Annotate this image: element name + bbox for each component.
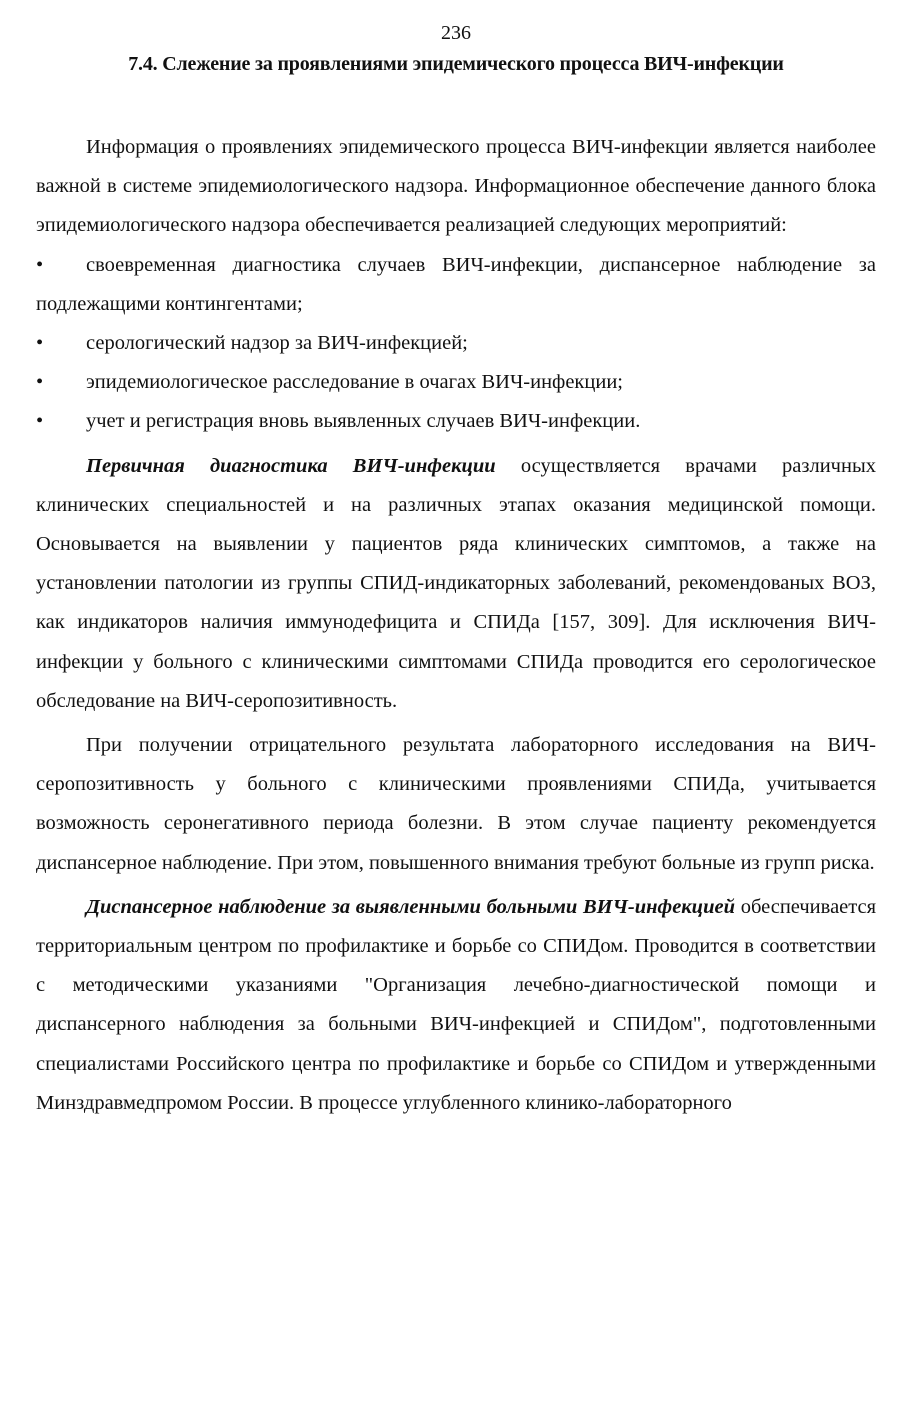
measures-list (36, 246, 876, 442)
paragraph-lead-term: Диспансерное наблюдение за выявленными больными ВИЧ-инфекцией (86, 895, 735, 918)
paragraph-primary-diagnostics (36, 447, 876, 721)
paragraph-negative-result: При получении отрицательного результата лабораторного исследования на ВИЧ-серопозитивность у больного с клиническими проявлениями СПИДа, учитывается возможность серонегативного периода болезни. В этом случае пациенту рекомендуется диспансерное наблюдение. При этом, повышенного внимания требуют больные из групп риска. (36, 734, 876, 874)
paragraph-text: осуществляется врачами различных клинических специальностей и на различных этапах оказания медицинской помощи. Основывается на выявлении у пациентов ряда клинических симптомов, а также на установлении патологии из группы СПИД-индикаторных заболеваний, рекомендованых ВОЗ, как индикаторов наличия иммунодефицита и СПИДа [157, 309]. Для исключения ВИЧ-инфекции у больного с клиническими симптомами СПИДа проводится его серологическое обследование на ВИЧ-серопозитивность. (36, 454, 876, 712)
list-item (36, 402, 876, 441)
bullet-symbol: • (36, 371, 44, 394)
bullet-symbol: • (36, 410, 44, 433)
list-item-text: своевременная диагностика случаев ВИЧ-инфекции, диспансерное наблюдение за подлежащими контингентами; (36, 253, 876, 315)
document-page (36, 18, 876, 1123)
bullet-symbol: • (36, 332, 44, 355)
bullet-symbol: • (36, 253, 44, 276)
paragraph-text: обеспечивается территориальным центром по профилактике и борьбе со СПИДом. Проводится в соответствии с методическими указаниями "Организация лечебно-диагностической помощи и диспансерного наблюдения за больными ВИЧ-инфекцией и СПИДом", подготовленными специалистами Российского центра по профилактике и борьбе со СПИДом и утвержденными Минздравмедпромом России. В процессе углубленного клинико-лабораторного (36, 895, 876, 1114)
list-item (36, 363, 876, 402)
list-item-text: эпидемиологическое расследование в очагах ВИЧ-инфекции; (86, 371, 624, 394)
list-item (36, 246, 876, 324)
document-body (36, 128, 876, 1123)
paragraph-intro: Информация о проявлениях эпидемического процесса ВИЧ-инфекции является наиболее важной в системе эпидемиологического надзора. Информационное обеспечение данного блока эпидемиологического надзора обеспечивается реализацией следующих мероприятий: (36, 136, 876, 237)
paragraph-dispensary-observation (36, 888, 876, 1123)
list-item-text: серологический надзор за ВИЧ-инфекцией; (86, 332, 468, 355)
section-heading: 7.4. Слежение за проявлениями эпидемического процесса ВИЧ-инфекции (128, 53, 784, 75)
paragraph-lead-term: Первичная диагностика ВИЧ-инфекции (86, 454, 496, 477)
page-number: 236 (441, 22, 471, 44)
list-item-text: учет и регистрация вновь выявленных случаев ВИЧ-инфекции. (86, 410, 641, 433)
list-item (36, 324, 876, 363)
